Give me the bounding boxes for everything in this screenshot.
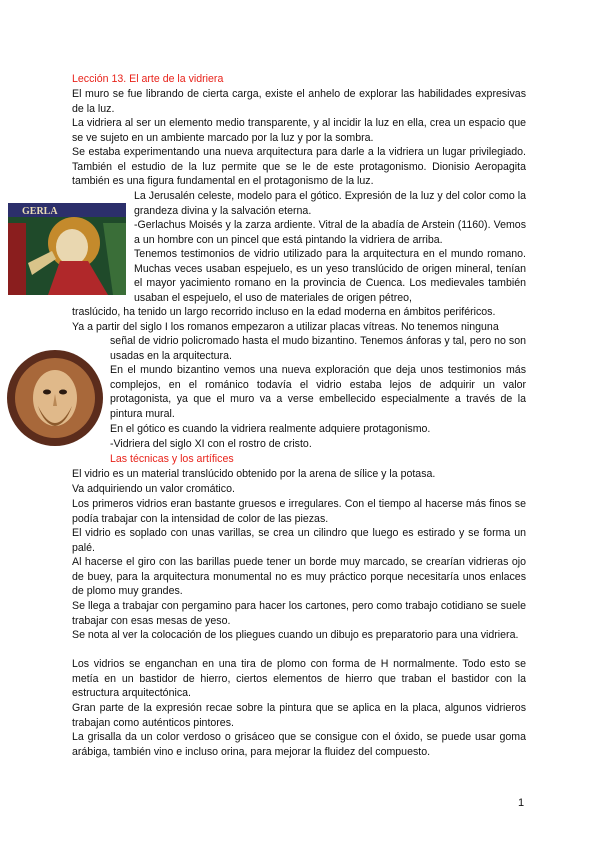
paragraph: Se estaba experimentando una nueva arquitectura para darle a la vidriera un lugar privilegiado. También el estudio de la luz permite que se le de este protagonismo. Dionisio Aeropagita también es una figura fundamental en el protagonismo de la luz. [72, 146, 526, 188]
paragraph: traslúcido, ha tenido un largo recorrido incluso en la edad moderna en ámbitos periféricos. [72, 306, 496, 318]
paragraph: Al hacerse el giro con las barillas puede tener un borde muy marcado, se crearían vidrieras ojo de buey, para la arquitectura monumental no es muy práctico porque necesitaría unos enlaces de plomo muy grandes. [72, 556, 526, 598]
svg-text:GERLA: GERLA [22, 206, 58, 217]
paragraph: -Gerlachus Moisés y la zarza ardiente. Vitral de la abadía de Arstein (1160). Vemos a un hombre con un pincel que está pintando la vidriera de arriba. [134, 219, 526, 246]
paragraph: Se llega a trabajar con pergamino para hacer los cartones, pero como trabajo cotidiano se suele trabajar con esas mesas de yeso. [72, 600, 526, 627]
paragraph: Los primeros vidrios eran bastante gruesos e irregulares. Con el tiempo al hacerse más finos se podía trabajar con la intensidad de color de las piezas. [72, 498, 526, 525]
paragraph: señal de vidrio policromado hasta el mudo bizantino. Tenemos ánforas y tal, pero no son usadas en la arquitectura. [110, 335, 526, 362]
paragraph: Los vidrios se enganchan en una tira de plomo con forma de H normalmente. Todo esto se metía en un bastidor de hierro, ciertos elementos de hierro que traban el bastidor con la estructura arquitectónica. [72, 658, 526, 700]
paragraph: La Jerusalén celeste, modelo para el gótico. Expresión de la luz y del color como la grandeza divina y la salvación eterna. [134, 190, 526, 217]
paragraph: El muro se fue librando de cierta carga, existe el anhelo de explorar las habilidades expresivas de la luz. [72, 88, 526, 115]
christ-face-stained-glass-image [6, 348, 104, 449]
lesson-heading: Lección 13. El arte de la vidriera [72, 73, 224, 85]
paragraph: La grisalla da un color verdoso o grisáceo que se consigue con el óxido, se puede usar goma arábiga, también vino e incluso orina, para mejorar la fluidez del compuesto. [72, 731, 526, 758]
paragraph: En el gótico es cuando la vidriera realmente adquiere protagonismo. [110, 423, 431, 435]
paragraph: Ya a partir del siglo I los romanos empezaron a utilizar placas vítreas. No tenemos ninguna [72, 321, 499, 333]
paragraph: En el mundo bizantino vemos una nueva exploración que deja unos testimonios más complejos, en el románico todavía el vidrio estaba lejos de adquirir un valor protagonista, ya que el muro va a verse embellecido especialmente a través de la pintura mural. [110, 364, 526, 420]
paragraph: El vidrio es un material translúcido obtenido por la arena de sílice y la potasa. [72, 468, 436, 480]
page-number: 1 [518, 797, 525, 809]
paragraph: Va adquiriendo un valor cromático. [72, 483, 235, 495]
paragraph: La vidriera al ser un elemento medio transparente, y al incidir la luz en ella, crea un espacio que se ve sujeto en un ambiente marcado por la luz y por la sombra. [72, 117, 526, 144]
stained-glass-gerlachus-image [8, 203, 126, 295]
paragraph: Se nota al ver la colocación de los pliegues cuando un dibujo es preparatorio para una vidriera. [72, 629, 519, 641]
paragraph: Gran parte de la expresión recae sobre la pintura que se aplica en la placa, algunos vidrieros trabajan como auténticos pintores. [72, 702, 526, 729]
paragraph: El vidrio es soplado con unas varillas, se crea un cilindro que luego es estirado y se forma un palé. [72, 527, 526, 554]
section-heading: Las técnicas y los artífices [110, 453, 234, 465]
image-caption: -Vidriera del siglo XI con el rostro de cristo. [110, 438, 312, 450]
paragraph: Tenemos testimonios de vidrio utilizado para la arquitectura en el mundo romano. Muchas veces usaban espejuelo, es un yeso translúcido de origen mineral, tenían el mayor yacimiento romano en la provincia de Cuenca. Los medievales también usaban el espejuelo, el uso de materiales de origen pétreo, [134, 248, 526, 304]
